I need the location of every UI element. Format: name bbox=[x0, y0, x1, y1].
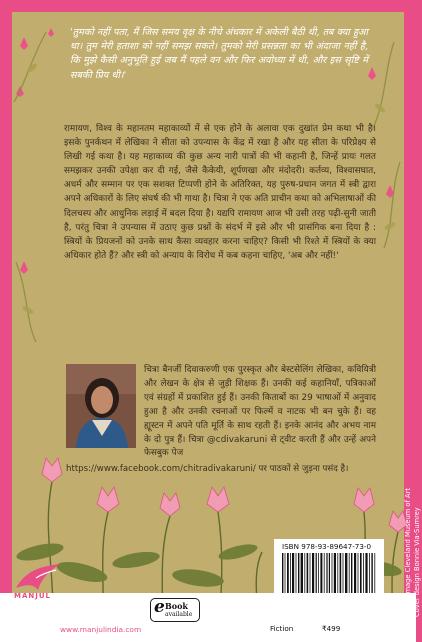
author-portrait-icon bbox=[66, 364, 136, 448]
botanical-decoration bbox=[12, 12, 404, 630]
cover-image-credit: Cover image Cleveland Museum of Art bbox=[404, 488, 412, 617]
author-photo bbox=[66, 364, 136, 448]
author-bio-text: चित्रा बैनर्जी दिवाकरुणी एक पुरस्कृत और बेस्टसेलिंग लेखिका, कवियित्री और लेखन के क्षेत्र से जुड़ी शिक्षक हैं। उनकी कई कहानियाँ, पत्रिकाओं एवं संग्रहों में प्रकाशित हुई हैं। उनकी किताबों का 29 भाषाओं में अनुवाद हुआ है और उनकी रचनाओं पर फिल्में व नाटक भी बन चुके हैं। वह ह्यूस्टन में अपने पति मूर्ति के साथ रहती हैं। इनके आनंद और अभय नाम के दो पुत्र हैं। चित्रा @cdivakaruni से ट्वीट करती हैं और उन्हें अपने फेसबुक पेज bbox=[144, 365, 376, 459]
isbn-label: ISBN 978-93-89647-73-0 bbox=[282, 542, 372, 551]
cover-design-credit: Cover design Bonnie Via-Sumrey bbox=[413, 507, 421, 617]
epigraph-quote: 'तुमको नहीं पता, मैं जिस समय वृक्ष के नीचे अंधकार में अकेली बैठी थी, तब क्या हुआ था। तुम मेरी हताशा को नहीं समझ सकते। तुमको मेरी प्रसन्नता का भी अंदाजा नहीं है, कि मुझे कैसी अनुभूति हुई जब मैं पहले वन और फिर अयोध्या में थी, और इस सृष्टि में सबकी प्रिय थी।' bbox=[70, 27, 368, 81]
price-label: ₹499 bbox=[312, 622, 372, 635]
publisher-bird-icon bbox=[12, 560, 64, 594]
ebook-available: available bbox=[165, 611, 193, 618]
book-synopsis: रामायण, विश्व के महानतम महाकाव्यों में से एक होने के अलावा एक दुखांत प्रेम कथा भी है। इसके पुनर्कथन में लेखिका ने सीता को उपन्यास के केंद्र में रखा है और यह सीता के परिप्रेक्ष्य से लिखी गई कथा है। यह महाकाव्य की कुछ अन्य नारी पात्रों की भी कहानी है, जिन्हें प्रायः गलत समझकर उनकी उपेक्षा कर दी गई, जैसे कैकेयी, शूर्पणखा और मंदोदरी। कर्तव्य, विश्वासघात, अधर्म और सम्मान पर एक सशक्त टिप्पणी होने के अतिरिक्त, यह पुरुष-प्रधान जगत में स्त्री द्वारा अपने अधिकारों के लिए संघर्ष की भी गाथा है। चित्रा ने एक अति प्राचीन कथा को अभिलाषाओं की दिलचस्प और आधुनिक लड़ाई में बदल दिया है। यद्यपि रामायण आज भी उसी तरह पढ़ी-सुनी जाती है, परंतु चित्रा ने उपन्यास में उठाए कुछ प्रश्नों के संदर्भ में इसे और भी प्रासंगिक बना दिया है : स्त्रियों के प्रियजनों को उनके साथ कैसा व्यवहार करना चाहिए? किसी भी रिश्ते में स्त्रियों के क्या अधिकार होते हैं? और स्त्री को अन्याय के विरोध में कब कहना चाहिए, 'अब और नहीं!' bbox=[64, 124, 376, 261]
publisher-name: MANJUL bbox=[14, 592, 51, 600]
author-facebook-line: https://www.facebook.com/chitradivakaruni/ पर पाठकों से जुड़ना पसंद है। bbox=[66, 464, 349, 474]
ebook-icon: e bbox=[154, 597, 165, 617]
ebook-badge bbox=[150, 598, 200, 622]
genre-label: Fiction bbox=[262, 622, 310, 635]
cover-credits bbox=[404, 488, 422, 617]
publisher-website: www.manjulindia.com bbox=[60, 625, 142, 634]
ebook-label: Book bbox=[165, 601, 188, 611]
author-bio bbox=[66, 364, 376, 474]
cover-panel bbox=[12, 12, 404, 630]
